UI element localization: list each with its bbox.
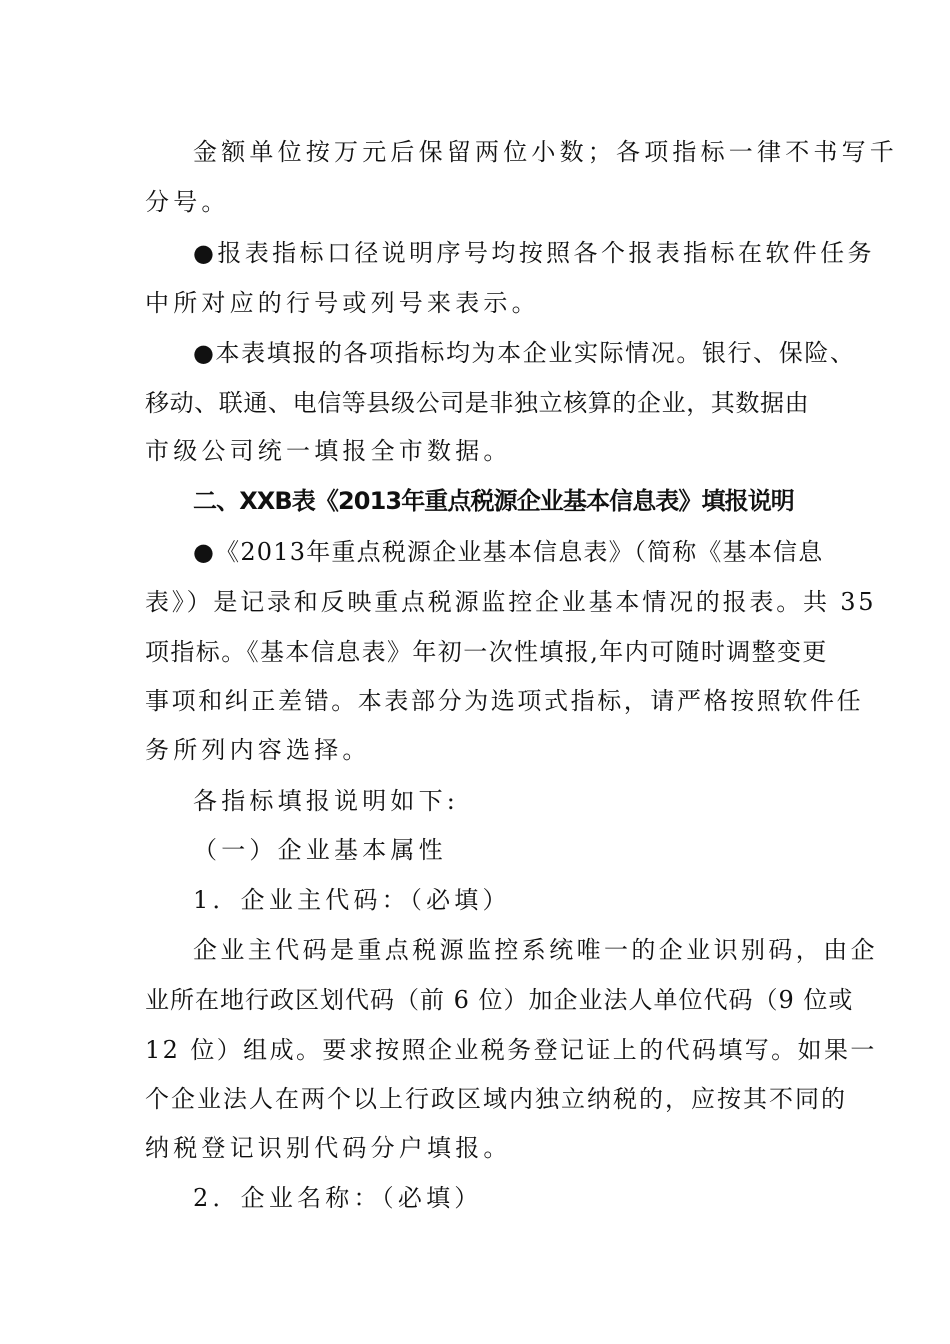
- paragraph-line: ●《2013年重点税源企业基本信息表》（简称《基本信息: [193, 538, 824, 566]
- subsection-heading: （一）企业基本属性: [193, 836, 447, 864]
- paragraph-line: 事项和纠正差错。本表部分为选项式指标，请严格按照软件任: [145, 687, 864, 715]
- paragraph-line: 企业主代码是重点税源监控系统唯一的企业识别码，由企: [193, 936, 878, 964]
- paragraph-line: 12 位）组成。要求按照企业税务登记证上的代码填写。如果一: [145, 1036, 877, 1064]
- paragraph-line: 表》）是记录和反映重点税源监控企业基本情况的报表。共 35: [145, 588, 877, 616]
- paragraph-line: 纳税登记识别代码分户填报。: [145, 1134, 512, 1162]
- paragraph-line: 个企业法人在两个以上行政区域内独立纳税的，应按其不同的: [145, 1085, 847, 1113]
- paragraph-line: 金额单位按万元后保留两位小数；各项指标一律不书写千: [193, 138, 898, 166]
- paragraph-line: ●本表填报的各项指标均为本企业实际情况。银行、保险、: [193, 339, 856, 367]
- paragraph-line: 各指标填报说明如下:: [193, 787, 460, 815]
- item-heading: 2．企业名称：（必填）: [193, 1184, 483, 1212]
- paragraph-line: 分号。: [145, 188, 230, 216]
- paragraph-line: 务所列内容选择。: [145, 736, 371, 764]
- item-heading: 1．企业主代码：（必填）: [193, 886, 511, 914]
- paragraph-line: 市级公司统一填报全市数据。: [145, 437, 512, 465]
- section-heading: 二、XXB表《2013年重点税源企业基本信息表》填报说明: [193, 487, 794, 515]
- paragraph-line: 移动、联通、电信等县级公司是非独立核算的企业，其数据由: [145, 389, 810, 417]
- paragraph-line: 中所对应的行号或列号来表示。: [145, 289, 540, 317]
- paragraph-line: 业所在地行政区划代码（前 6 位）加企业法人单位代码（9 位或: [145, 986, 854, 1014]
- paragraph-line: ●报表指标口径说明序号均按照各个报表指标在软件任务: [193, 239, 875, 267]
- paragraph-line: 项指标。《基本信息表》年初一次性填报,年内可随时调整变更: [145, 638, 828, 666]
